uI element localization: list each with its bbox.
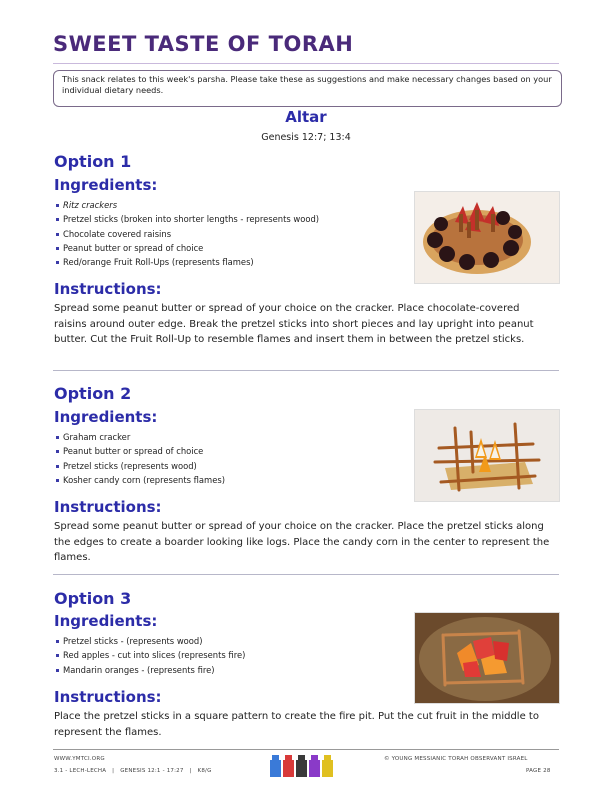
option-1-instructions-heading: Instructions: (54, 280, 162, 298)
option-2-ingredient-list (56, 430, 225, 487)
list-item: Red apples - cut into slices (represents fire) (56, 648, 245, 662)
list-item: Peanut butter or spread of choice (56, 444, 225, 458)
option-2-photo (414, 409, 560, 502)
option-3-instructions-heading: Instructions: (54, 688, 162, 706)
option-1-ingredients-heading: Ingredients: (54, 176, 158, 194)
option-3-photo (414, 612, 560, 704)
footer-parsha: 3.1 - LECH-LECHA | GENESIS 12:1 - 17:27 | K8/G (54, 768, 212, 774)
option-3-ingredient-list (56, 634, 245, 677)
page-title: SWEET TASTE OF TORAH (53, 32, 354, 56)
option-3-ingredients-heading: Ingredients: (54, 612, 158, 630)
organization-logo (268, 752, 344, 784)
list-item: Kosher candy corn (represents flames) (56, 473, 225, 487)
option-1-title: Option 1 (54, 152, 132, 171)
section-divider (53, 370, 559, 371)
option-2-instructions: Spread some peanut butter or spread of your choice on the cracker. Place the pretzel sticks along the edges to create a boarder looking like logs. Place the candy corn in the center to represent the flames. (54, 521, 550, 563)
section-title: Altar (285, 108, 327, 126)
list-item: Peanut butter or spread of choice (56, 241, 319, 255)
list-item: Graham cracker (56, 430, 225, 444)
option-1-instructions: Spread some peanut butter or spread of your choice on the cracker. Place chocolate-covered raisins around outer edge. Break the pretzel sticks into short pieces and lay upright into peanut butter. Cut the Fruit Roll-Up to resemble flames and insert them in between the pretzel sticks. (54, 303, 534, 345)
option-1-photo (414, 191, 560, 284)
website-link[interactable]: WWW.YMTCI.ORG (54, 756, 105, 762)
footer-divider (53, 749, 559, 750)
option-3-instructions: Place the pretzel sticks in a square pattern to create the fire pit. Put the cut fruit in the middle to represent the flames. (54, 711, 539, 738)
option-1-ingredient-list (56, 198, 319, 269)
option-2-title: Option 2 (54, 384, 132, 403)
list-item: Chocolate covered raisins (56, 227, 319, 241)
list-item: Pretzel sticks - (represents wood) (56, 634, 245, 648)
option-3-title: Option 3 (54, 589, 132, 608)
title-divider (53, 63, 559, 64)
list-item: Red/orange Fruit Roll-Ups (represents flames) (56, 255, 319, 269)
copyright: © YOUNG MESSIANIC TORAH OBSERVANT ISRAEL (384, 756, 528, 762)
dietary-note: This snack relates to this week's parsha. Please take these as suggestions and make necessary changes based on your individual dietary needs. (53, 70, 562, 107)
option-2-ingredients-heading: Ingredients: (54, 408, 158, 426)
scripture-reference: Genesis 12:7; 13:4 (261, 132, 351, 143)
section-divider (53, 574, 559, 575)
list-item: Mandarin oranges - (represents fire) (56, 663, 245, 677)
option-2-instructions-heading: Instructions: (54, 498, 162, 516)
list-item: Ritz crackers (56, 198, 319, 212)
page-number: PAGE 28 (526, 768, 551, 774)
list-item: Pretzel sticks (represents wood) (56, 459, 225, 473)
list-item: Pretzel sticks (broken into shorter lengths - represents wood) (56, 212, 319, 226)
